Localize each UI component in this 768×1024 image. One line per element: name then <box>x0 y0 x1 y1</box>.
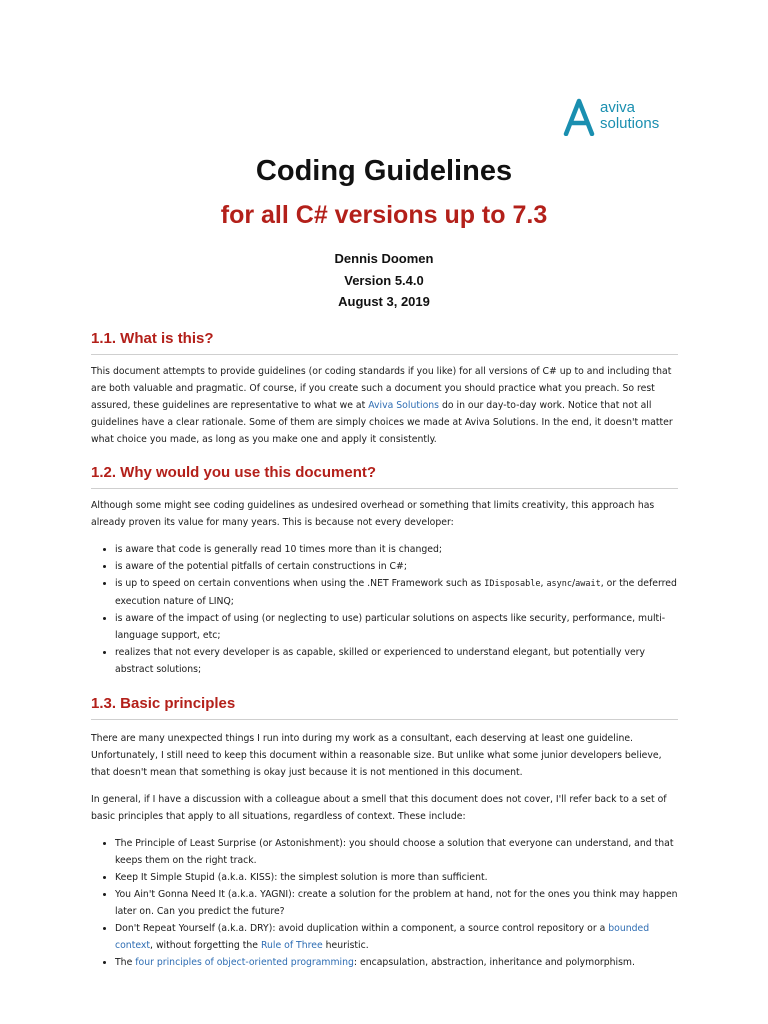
inline-code: IDisposable <box>484 579 541 589</box>
list-item <box>115 575 678 610</box>
list-item: • realizes that not every developer is as capable, skilled or experienced to understand elegant, but potentially very abstract solutions; <box>115 644 678 678</box>
section-heading: 1.1. What is this? <box>91 330 678 355</box>
section-heading: 1.2. Why would you use this document? <box>91 464 678 489</box>
aviva-solutions-logo <box>562 98 677 140</box>
list-item: • is aware that code is generally read 10 times more than it is changed; <box>115 541 678 558</box>
inline-code: await <box>575 579 601 589</box>
list-item: • Keep It Simple Stupid (a.k.a. KISS): the simplest solution is more than sufficient. <box>115 869 678 886</box>
document-title: Coding Guidelines <box>255 155 513 187</box>
text: do in our day-to-day work. Notice that not all guidelines have a clear rationale. Some of them are simply choices we made at Aviva Solutions. In the end, it doesn't matter what choice you made, as long as you make one and apply it consistently. <box>91 400 673 445</box>
paragraph: There are many unexpected things I run into during my work as a consultant, each deserving at least one guideline. Unfortunately, I still need to keep this document within a reasonable size. But unlike what some junior developers believe, that doesn't mean that something is okay just because it is not mentioned in this document. <box>91 733 662 778</box>
section-what-is-this <box>91 330 678 448</box>
text: heuristic. <box>322 940 369 951</box>
oop-principles-link[interactable]: four principles of object-oriented programming <box>135 957 354 968</box>
author: Dennis Doomen <box>334 251 434 266</box>
list-item <box>115 920 678 954</box>
text: , or the deferred execution nature of LINQ; <box>115 578 677 607</box>
rule-of-three-link[interactable]: Rule of Three <box>260 940 323 951</box>
version: Version 5.4.0 <box>344 273 424 288</box>
document-subtitle: for all C# versions up to 7.3 <box>220 201 548 229</box>
text: : encapsulation, abstraction, inheritance and polymorphism. <box>353 957 635 968</box>
text: , without forgetting the <box>150 940 261 951</box>
bullet-list <box>91 835 678 971</box>
list-item <box>115 954 678 971</box>
paragraph: In general, if I have a discussion with a colleague about a smell that this document does not cover, I'll refer back to a set of basic principles that apply to all situations, regardless of context. These include: <box>91 794 667 822</box>
bullet-list <box>91 541 678 678</box>
list-item: • The Principle of Least Surprise (or Astonishment): you should choose a solution that everyone can understand, and that keeps them on the right track. <box>115 835 678 869</box>
aviva-solutions-link[interactable]: Aviva Solutions <box>368 400 439 411</box>
paragraph: Although some might see coding guidelines as undesired overhead or something that limits creativity, this approach has already proven its value for many years. This is because not every developer: <box>91 500 655 528</box>
aviva-a-icon <box>562 98 596 136</box>
bounded-context-link[interactable]: bounded context <box>115 923 650 951</box>
text: The <box>115 957 136 968</box>
text: / <box>572 578 576 589</box>
paragraph <box>91 363 678 448</box>
text: This document attempts to provide guidelines (or coding standards if you like) for all versions of C# up to and including that are both valuable and pragmatic. Of course, if you create such a document you should practice what you preach. So rest assured, these guidelines are representative to what we at <box>91 366 672 411</box>
logo-wordmark <box>600 100 659 132</box>
text: Don't Repeat Yourself (a.k.a. DRY): avoid duplication within a component, a source control repository or a <box>115 923 609 934</box>
section-heading: 1.3. Basic principles <box>91 695 678 720</box>
inline-code: async <box>546 579 573 589</box>
logo-line-1: aviva <box>600 99 636 116</box>
date: August 3, 2019 <box>338 294 430 309</box>
text: , <box>540 578 547 589</box>
list-item: • is aware of the impact of using (or neglecting to use) particular solutions on aspects like security, performance, multi-language support, etc; <box>115 610 678 644</box>
section-why-use <box>91 464 678 678</box>
logo-line-2: solutions <box>600 115 660 132</box>
list-item: • is aware of the potential pitfalls of certain constructions in C#; <box>115 558 678 575</box>
list-item: • You Ain't Gonna Need It (a.k.a. YAGNI): create a solution for the problem at hand, not for the ones you think may happen later on. Can you predict the future? <box>115 886 678 920</box>
section-basic-principles <box>91 695 678 971</box>
text: is up to speed on certain conventions when using the .NET Framework such as <box>115 578 485 589</box>
